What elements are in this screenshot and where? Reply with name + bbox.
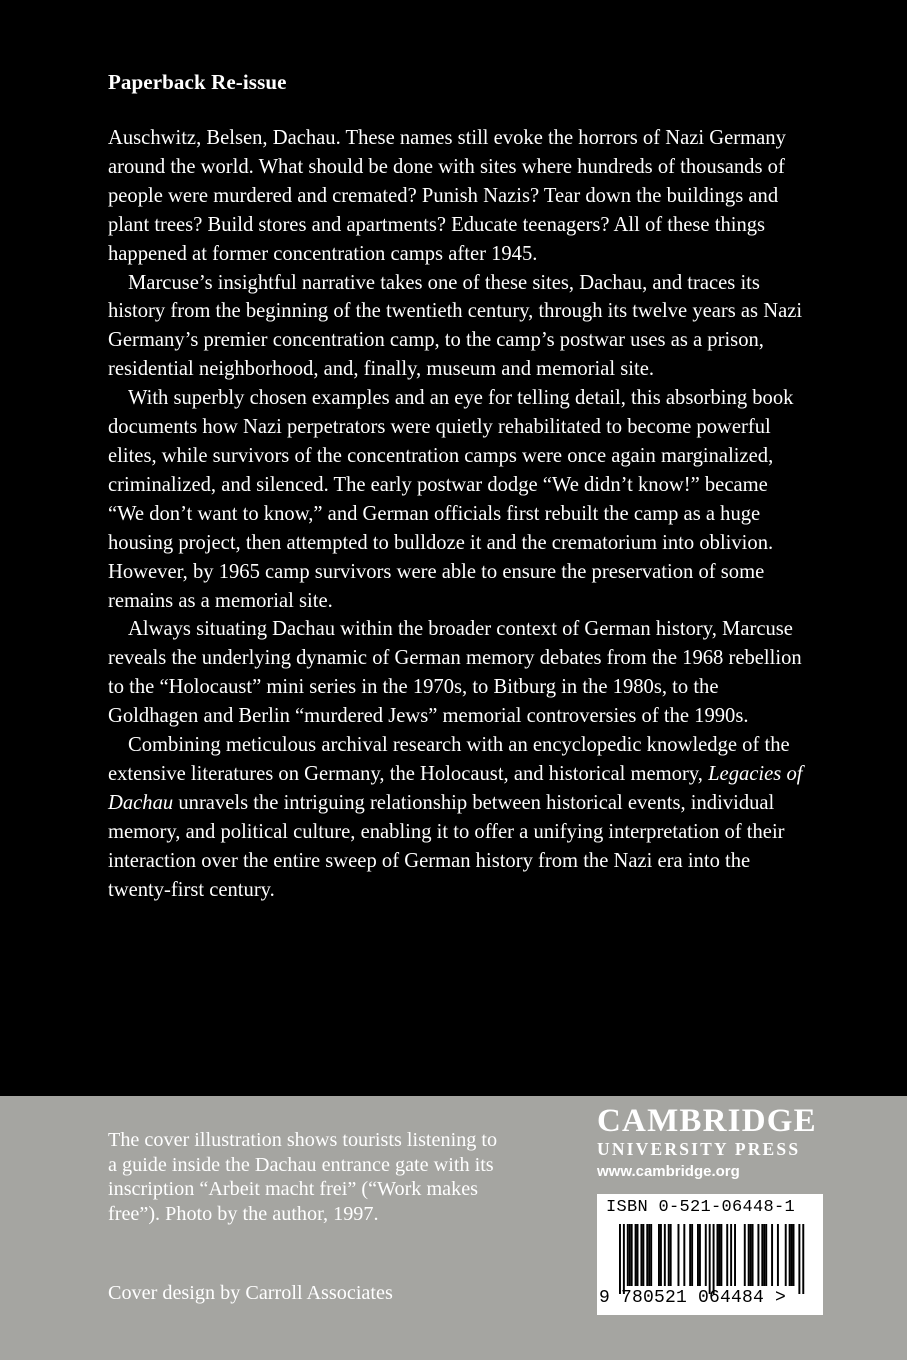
- barcode-bar: [660, 1224, 662, 1286]
- publisher-press: UNIVERSITY PRESS: [597, 1139, 801, 1159]
- barcode-bar: [757, 1224, 759, 1286]
- blurb-paragraph: Marcuse’s insightful narrative takes one of these sites, Dachau, and traces its history from the beginning of the twentieth century, through its twelve years as Nazi Germany’s premier concentration camp, to the camp’s postwar uses as a prison, residential neighborhood, and, finally, museum and memorial site.: [108, 271, 803, 381]
- barcode-bar: [646, 1224, 648, 1286]
- barcode-bar: [670, 1224, 672, 1286]
- book-title: Legacies of Dachau: [108, 762, 803, 814]
- barcode-bar: [802, 1224, 804, 1294]
- barcode-bar: [640, 1224, 642, 1286]
- barcode-bar: [642, 1224, 644, 1286]
- barcode-bar: [691, 1224, 693, 1286]
- barcode-bar: [650, 1224, 652, 1286]
- barcode-bar: [635, 1224, 637, 1286]
- barcode-bar: [629, 1224, 631, 1286]
- barcode-bar: [765, 1224, 767, 1286]
- barcode-bar: [709, 1224, 711, 1294]
- blurb-paragraph: [108, 731, 808, 904]
- barcode-bar: [683, 1224, 685, 1286]
- publisher-logo: [597, 1104, 817, 1183]
- barcode-bar: [726, 1224, 728, 1286]
- ean-digits: 9 780521 064484 >: [599, 1288, 787, 1308]
- blurb-paragraph: Auschwitz, Belsen, Dachau. These names still evoke the horrors of Nazi Germany around the world. What should be done with sites where hundreds of thousands of people were murdered and cremated? Punish Nazis? Tear down the buildings and plant trees? Build stores and apartments? Educate teenagers? All of these things happened at former concentration camps after 1945.: [108, 127, 786, 265]
- barcode-bar: [717, 1224, 719, 1286]
- blurb: [108, 124, 808, 904]
- barcode-bar: [798, 1224, 800, 1294]
- barcode-bar: [668, 1224, 670, 1286]
- barcode-bar: [689, 1224, 691, 1286]
- edition-heading: Paperback Re-issue: [108, 70, 287, 94]
- publisher-website: www.cambridge.org: [597, 1163, 740, 1180]
- barcode-bar: [785, 1224, 787, 1286]
- barcode-bar: [771, 1224, 773, 1286]
- barcode-bar: [734, 1224, 736, 1286]
- isbn-label: ISBN 0-521-06448-1: [606, 1198, 796, 1217]
- barcode-bar: [648, 1224, 650, 1286]
- blurb-paragraph: Always situating Dachau within the broader context of German history, Marcuse reveals the underlying dynamic of German memory debates from the 1968 rebellion to the “Holocaust” mini series in the 1970s, to Bitburg in the 1980s, to the Goldhagen and Berlin “murdered Jews” memorial controversies of the 1990s.: [108, 618, 802, 728]
- barcode-bar: [619, 1224, 621, 1294]
- barcode-bar: [713, 1224, 715, 1294]
- barcode-bar: [777, 1224, 779, 1286]
- cover-caption: The cover illustration shows tourists listening to a guide inside the Dachau entrance gate with its inscription “Arbeit macht frei” (“Work makes free”). Photo by the author, 1997.: [108, 1129, 498, 1226]
- barcode-bar: [699, 1224, 701, 1286]
- blurb-text: Combining meticulous archival research with an encyclopedic knowledge of the extensive literatures on Germany, the Holocaust, and historical memory,: [108, 734, 790, 785]
- barcode-bar: [658, 1224, 660, 1286]
- barcode-bar: [748, 1224, 750, 1286]
- barcode-bar: [705, 1224, 707, 1286]
- barcode-bar: [730, 1224, 732, 1286]
- blurb-paragraph: With superbly chosen examples and an eye for telling detail, this absorbing book documents how Nazi perpetrators were quietly rehabilitated to become powerful elites, while survivors of the concentration camps were once again marginalized, criminalized, and silenced. The early postwar dodge “We didn’t know!” became “We don’t want to know,” and German officials first rebuilt the camp as a huge housing project, then attempted to bulldoze it and the crematorium into oblivion. However, by 1965 camp survivors were able to ensure the preservation of some remains as a memorial site.: [108, 387, 794, 612]
- blurb-text: unravels the intriguing relationship between historical events, individual memory, and political culture, enabling it to offer a unifying interpretation of their interaction over the entire sweep of German history from the Nazi era into the twenty-first century.: [108, 791, 785, 901]
- barcode-bar: [752, 1224, 754, 1286]
- barcode-bar: [637, 1224, 639, 1286]
- back-cover-footer: [0, 1096, 907, 1360]
- barcode-bar: [678, 1224, 680, 1286]
- barcode-bar: [793, 1224, 795, 1286]
- barcode-bar: [627, 1224, 629, 1286]
- cover-design-credit: Cover design by Carroll Associates: [108, 1282, 393, 1304]
- barcode-bar: [664, 1224, 666, 1286]
- barcode-bar: [789, 1224, 791, 1286]
- barcode-bar: [697, 1224, 699, 1286]
- barcode-bar: [718, 1224, 720, 1286]
- barcode-panel: [597, 1194, 823, 1315]
- barcode-bar: [720, 1224, 722, 1286]
- barcode-bar: [763, 1224, 765, 1286]
- barcode-bar: [761, 1224, 763, 1286]
- barcode-bar: [791, 1224, 793, 1286]
- barcode-bar: [750, 1224, 752, 1286]
- barcode-bar: [744, 1224, 746, 1286]
- publisher-name: CAMBRIDGE: [597, 1103, 817, 1139]
- barcode-bar: [623, 1224, 625, 1294]
- barcode-bar: [631, 1224, 633, 1286]
